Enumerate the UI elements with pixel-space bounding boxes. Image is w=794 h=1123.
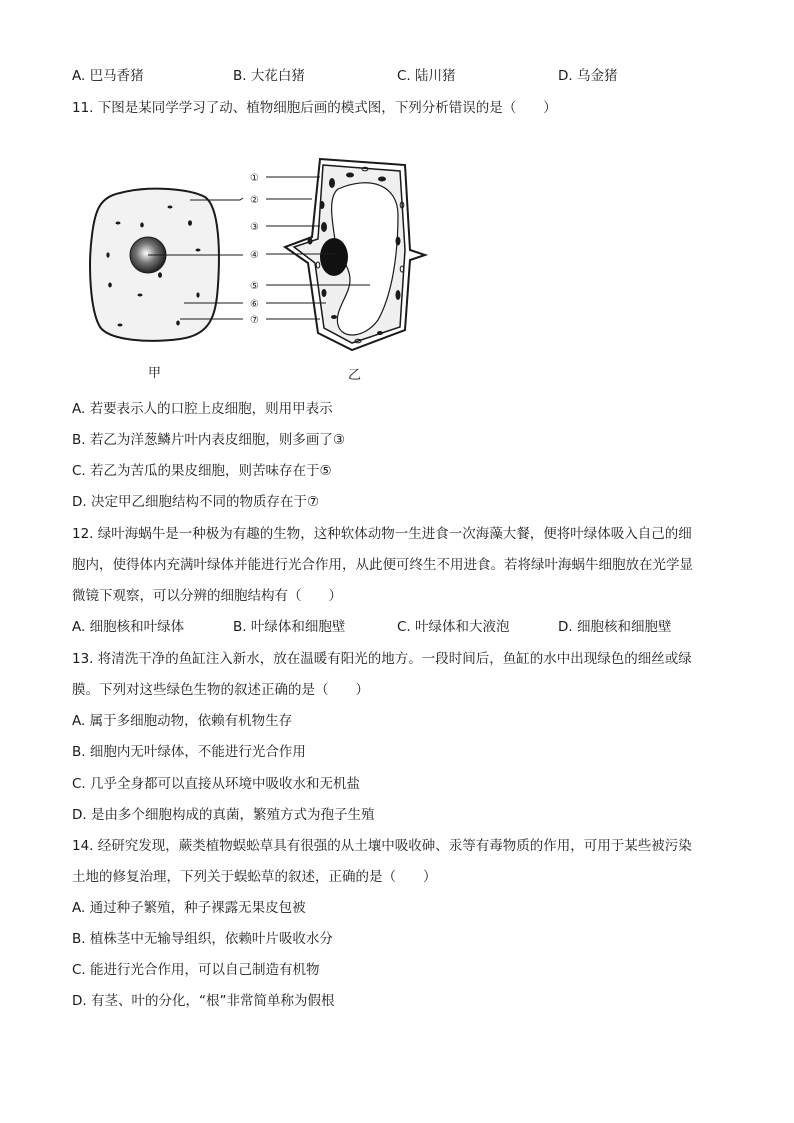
q10-option-c: C. 陆川猪 — [397, 68, 456, 84]
marker-2: ② — [250, 195, 259, 206]
q13-option-a: A. 属于多细胞动物，依赖有机物生存 — [72, 713, 293, 729]
structure-markers — [250, 173, 259, 326]
marker-5: ⑤ — [250, 281, 259, 292]
cell-diagram — [80, 145, 450, 385]
label-yi: 乙 — [348, 368, 362, 383]
q11-option-d: D. 决定甲乙细胞结构不同的物质存在于⑦ — [72, 494, 320, 510]
label-jia: 甲 — [148, 366, 162, 381]
marker-1: ① — [250, 173, 259, 184]
q12-option-b: B. 叶绿体和细胞壁 — [233, 619, 346, 635]
q14-stem-line-2: 土地的修复治理，下列关于蜈蚣草的叙述，正确的是（ ） — [72, 869, 437, 885]
q12-stem-line-1: 12. 绿叶海蜗牛是一种极为有趣的生物，这种软体动物一生进食一次海藻大餐，便将叶绿体吸入自己的细 — [72, 526, 692, 542]
marker-4: ④ — [250, 250, 259, 261]
q13-option-c: C. 几乎全身都可以直接从环境中吸收水和无机盐 — [72, 776, 361, 792]
q14-option-c: C. 能进行光合作用，可以自己制造有机物 — [72, 962, 320, 978]
q12-option-c: C. 叶绿体和大液泡 — [397, 619, 510, 635]
animal-cell — [90, 189, 219, 341]
q14-option-a: A. 通过种子繁殖，种子裸露无果皮包被 — [72, 900, 306, 916]
q11-option-a: A. 若要表示人的口腔上皮细胞，则用甲表示 — [72, 401, 333, 417]
q14-option-d: D. 有茎、叶的分化，“根”非常简单称为假根 — [72, 993, 335, 1009]
q13-stem-line-1: 13. 将清洗干净的鱼缸注入新水，放在温暖有阳光的地方。一段时间后，鱼缸的水中出现绿色的细丝或绿 — [72, 651, 692, 667]
q10-option-b: B. 大花白猪 — [233, 68, 305, 84]
q11-option-c: C. 若乙为苦瓜的果皮细胞，则苦味存在于⑤ — [72, 463, 332, 479]
marker-6: ⑥ — [250, 299, 259, 310]
q13-stem-line-2: 膜。下列对这些绿色生物的叙述正确的是（ ） — [72, 682, 369, 698]
marker-3: ③ — [250, 222, 259, 233]
q10-option-a: A. 巴马香猪 — [72, 68, 144, 84]
q13-option-b: B. 细胞内无叶绿体，不能进行光合作用 — [72, 744, 306, 760]
q11-option-b: B. 若乙为洋葱鳞片叶内表皮细胞，则多画了③ — [72, 432, 345, 448]
q14-option-b: B. 植株茎中无输导组织，依赖叶片吸收水分 — [72, 931, 333, 947]
q13-option-d: D. 是由多个细胞构成的真菌，繁殖方式为孢子生殖 — [72, 807, 375, 823]
q12-stem-line-3: 微镜下观察，可以分辨的细胞结构有（ ） — [72, 588, 342, 604]
q10-option-d: D. 乌金猪 — [558, 68, 618, 84]
q12-stem-line-2: 胞内，使得体内充满叶绿体并能进行光合作用，从此便可终生不用进食。若将绿叶海蜗牛细胞放在光学显 — [72, 557, 693, 573]
q12-option-a: A. 细胞核和叶绿体 — [72, 619, 185, 635]
q12-option-d: D. 细胞核和细胞壁 — [558, 619, 672, 635]
q14-stem-line-1: 14. 经研究发现，蕨类植物蜈蚣草具有很强的从土壤中吸收砷、汞等有毒物质的作用，可用于某些被污染 — [72, 838, 692, 854]
marker-7: ⑦ — [250, 315, 259, 326]
q11-stem: 11. 下图是某同学学习了动、植物细胞后画的模式图，下列分析错误的是（ ） — [72, 100, 557, 116]
